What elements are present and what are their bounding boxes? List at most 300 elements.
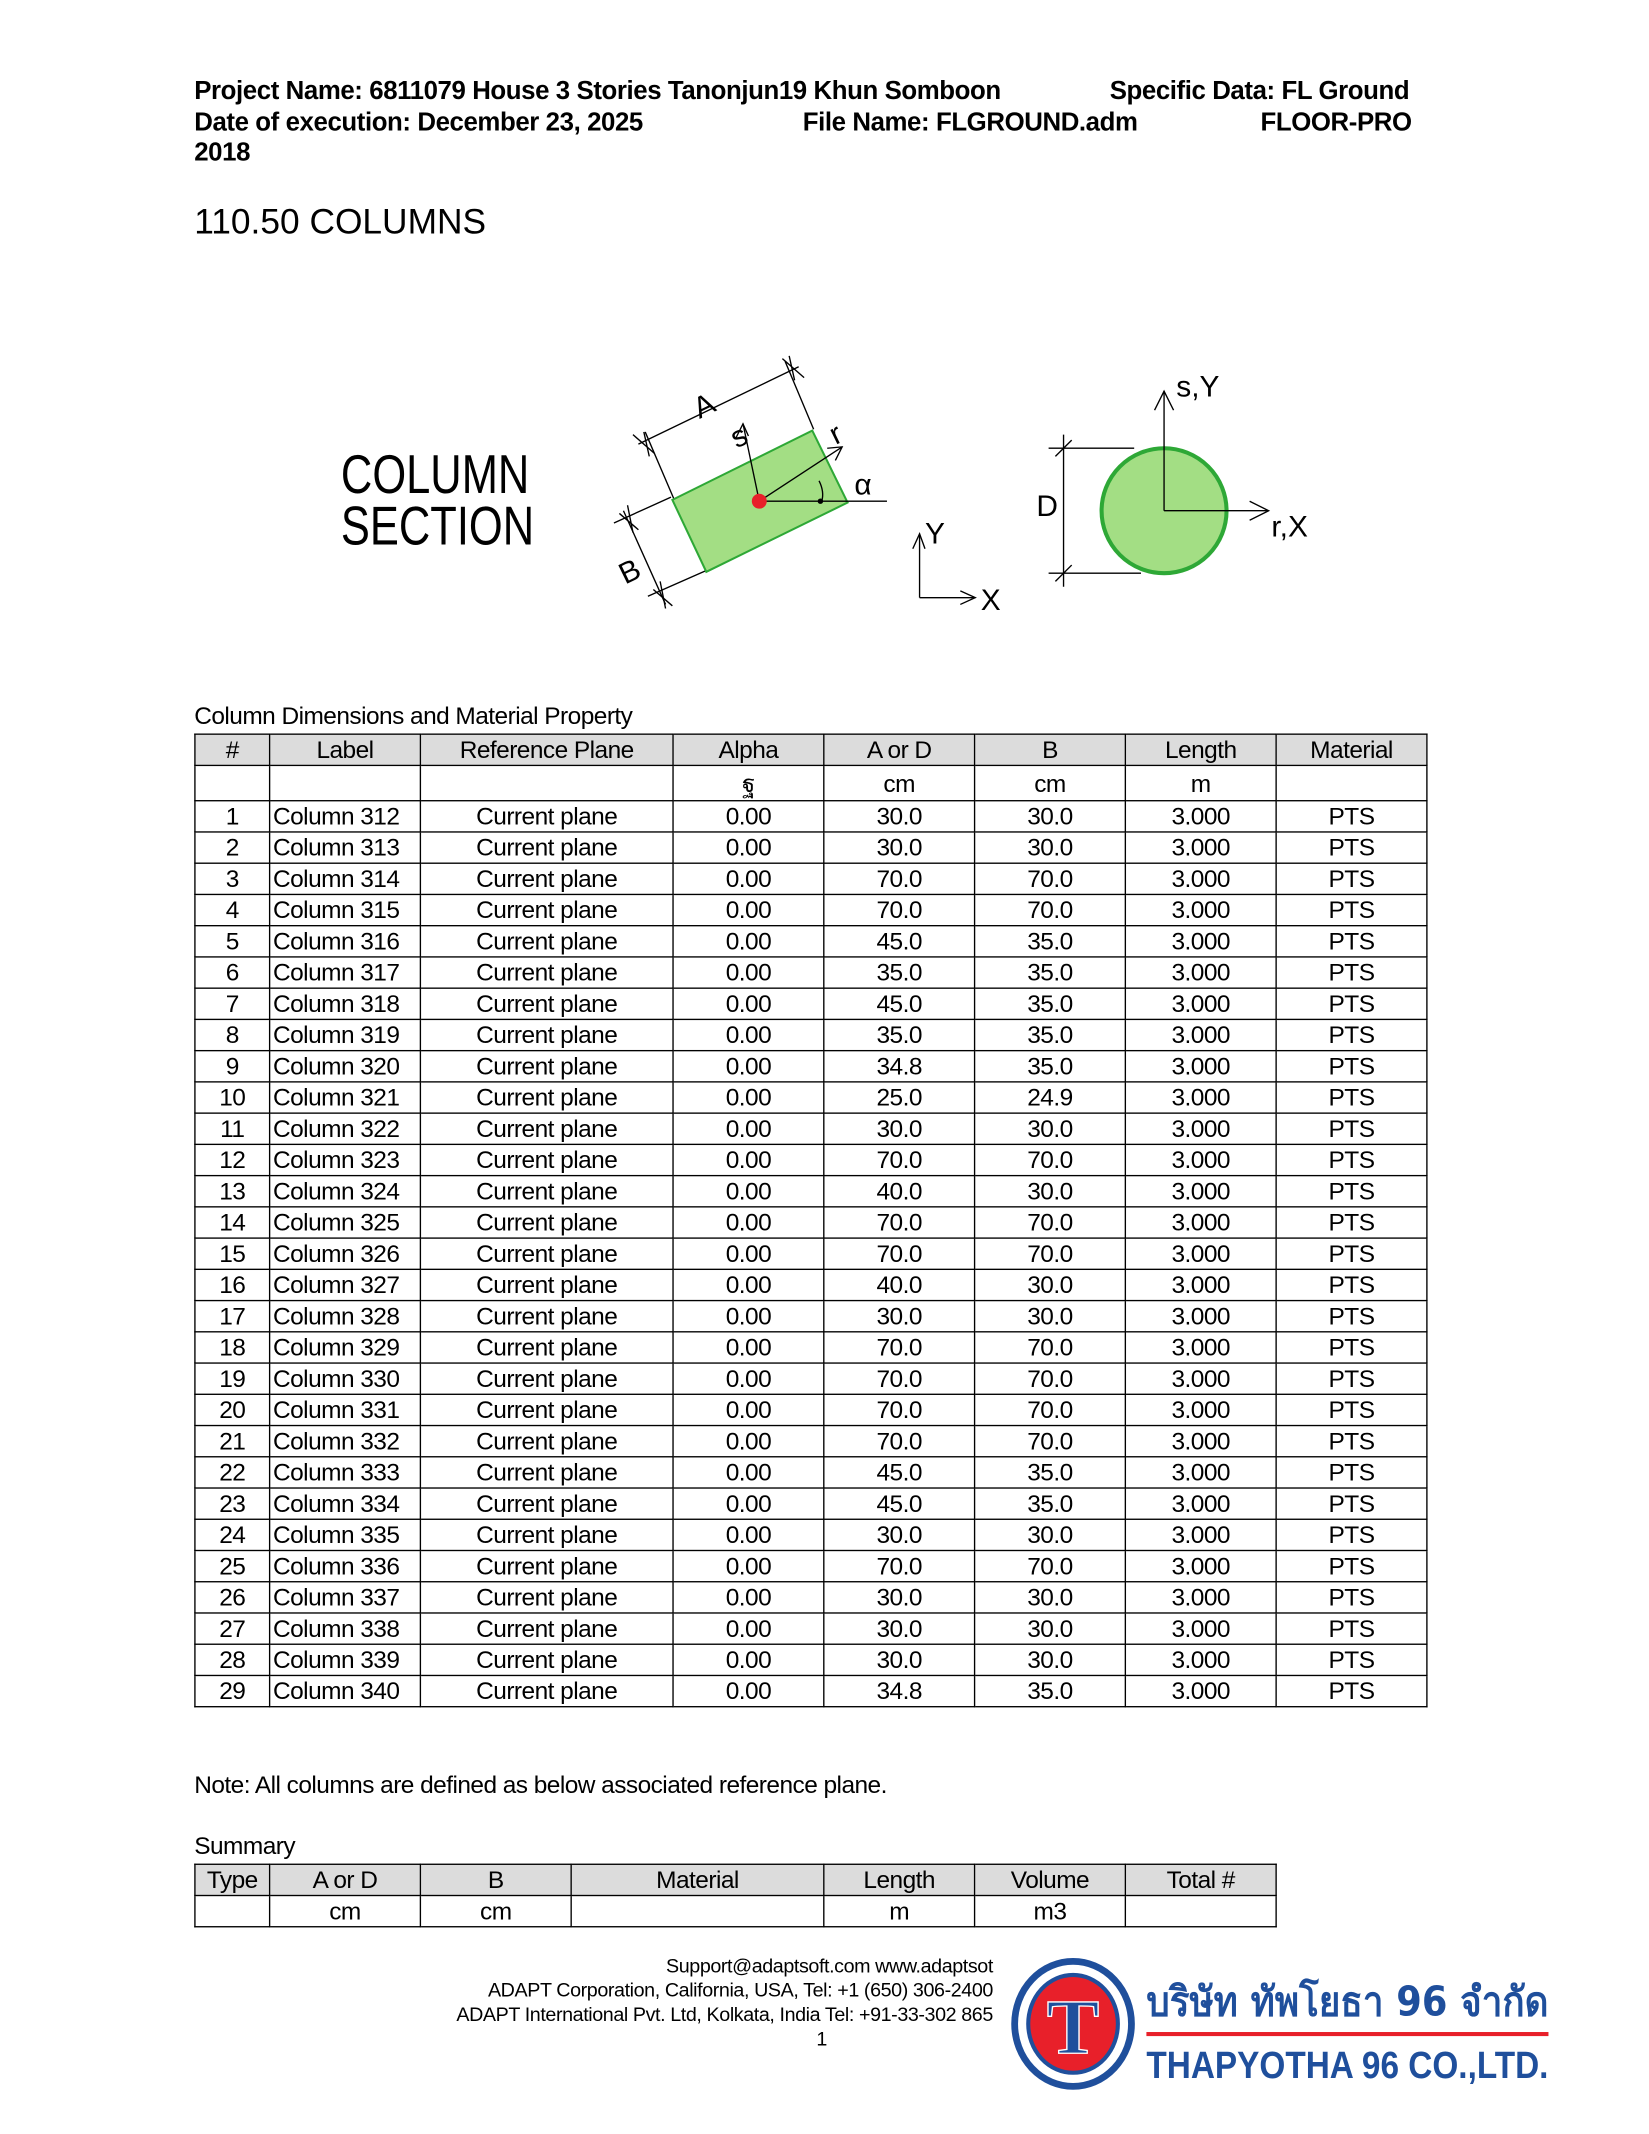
col-length-cell: 3.000 — [1125, 1332, 1276, 1363]
col-material-cell: PTS — [1276, 1394, 1427, 1425]
col-material-cell: PTS — [1276, 1550, 1427, 1581]
col-label-cell: Column 337 — [270, 1582, 421, 1613]
col-a-or-d-cell: 35.0 — [824, 957, 975, 988]
col-alpha-cell: 0.00 — [673, 832, 824, 863]
col-a-or-d-cell: 30.0 — [824, 1301, 975, 1332]
col-label-cell: Column 313 — [270, 832, 421, 863]
col-label-cell: Column 318 — [270, 988, 421, 1019]
col-a-or-d-cell: 30.0 — [824, 1582, 975, 1613]
file-name: File Name: FLGROUND.adm — [802, 108, 1138, 138]
execution-date: Date of execution: December 23, 2025 — [194, 108, 643, 138]
col-b-cell: 70.0 — [975, 894, 1126, 925]
col-reference-plane-cell: Current plane — [420, 1332, 673, 1363]
svg-text:T: T — [1046, 1984, 1100, 2072]
table-row — [195, 1144, 1427, 1175]
col-length-cell: 3.000 — [1125, 1269, 1276, 1300]
col-b-cell: 35.0 — [975, 1019, 1126, 1050]
col-a-or-d-cell: 70.0 — [824, 1207, 975, 1238]
col-alpha-cell: 0.00 — [673, 1051, 824, 1082]
col-reference-plane-cell: Current plane — [420, 1519, 673, 1550]
col-b-cell: 30.0 — [975, 1582, 1126, 1613]
col-label-cell: Column 340 — [270, 1675, 421, 1706]
col-material-cell: PTS — [1276, 957, 1427, 988]
table-row — [195, 988, 1427, 1019]
col-alpha-cell: 0.00 — [673, 1675, 824, 1706]
col-label-cell: Column 326 — [270, 1238, 421, 1269]
project-name: Project Name: 6811079 House 3 Stories Tanonjun19 Khun Somboon — [194, 77, 1001, 106]
col-b-cell: 30.0 — [975, 832, 1126, 863]
table-row — [195, 1082, 1427, 1113]
col-a-or-d-cell: 30.0 — [824, 832, 975, 863]
col-label-cell: Column 323 — [270, 1144, 421, 1175]
col-alpha-cell: 0.00 — [673, 1207, 824, 1238]
col-b-cell: 70.0 — [975, 863, 1126, 894]
col-a-or-d-cell: 70.0 — [824, 1426, 975, 1457]
col-label-cell: Column 325 — [270, 1207, 421, 1238]
col-alpha-cell: 0.00 — [673, 1519, 824, 1550]
col-b-cell: 30.0 — [975, 801, 1126, 832]
col-length-cell: 3.000 — [1125, 1301, 1276, 1332]
col-material-cell: PTS — [1276, 926, 1427, 957]
col-a-or-d-cell: 70.0 — [824, 1332, 975, 1363]
col-number-cell: 16 — [195, 1269, 270, 1300]
col-alpha-cell: 0.00 — [673, 894, 824, 925]
program-year: 2018 — [194, 138, 251, 168]
table-row — [195, 1207, 1427, 1238]
col-length-cell: 3.000 — [1125, 1613, 1276, 1644]
col-reference-plane-cell: Current plane — [420, 1051, 673, 1082]
col-reference-plane-cell: Current plane — [420, 1582, 673, 1613]
col-b-cell: 35.0 — [975, 1051, 1126, 1082]
col-material-cell: PTS — [1276, 1363, 1427, 1394]
col-number-cell: 11 — [195, 1113, 270, 1144]
col-label-cell: Column 334 — [270, 1488, 421, 1519]
table-row — [195, 1582, 1427, 1613]
col-material-cell: PTS — [1276, 1113, 1427, 1144]
col-length-cell: 3.000 — [1125, 894, 1276, 925]
table-row — [195, 1176, 1427, 1207]
col-reference-plane-cell: Current plane — [420, 894, 673, 925]
col-reference-plane-cell: Current plane — [420, 1144, 673, 1175]
col-number-cell: 10 — [195, 1082, 270, 1113]
col-number-cell: 1 — [195, 801, 270, 832]
label-s: s — [725, 418, 753, 455]
col-label-cell: Column 332 — [270, 1426, 421, 1457]
table-row — [195, 957, 1427, 988]
table-row — [195, 894, 1427, 925]
col-number-header: # — [195, 734, 270, 765]
col-label-cell: Column 331 — [270, 1394, 421, 1425]
label-b: B — [613, 552, 647, 592]
col-material-header: Material — [1276, 734, 1427, 765]
col-alpha-cell: 0.00 — [673, 1613, 824, 1644]
col-b-unit: cm — [975, 765, 1126, 800]
col-length-cell: 3.000 — [1125, 1082, 1276, 1113]
col-reference-plane-cell: Current plane — [420, 1394, 673, 1425]
footer-usa: ADAPT Corporation, California, USA, Tel: +1 (650) 306-2400 — [487, 1980, 993, 2003]
col-reference-plane-unit — [420, 765, 673, 800]
col-number-cell: 7 — [195, 988, 270, 1019]
col-material-cell: PTS — [1276, 1675, 1427, 1706]
col-alpha-cell: 0.00 — [673, 1019, 824, 1050]
col-alpha-cell: 0.00 — [673, 863, 824, 894]
col-alpha-unit: ฐ — [673, 765, 824, 800]
table-row — [195, 1113, 1427, 1144]
col-a-or-d-cell: 45.0 — [824, 926, 975, 957]
col-a-or-d-cell: 30.0 — [824, 1613, 975, 1644]
col-reference-plane-cell: Current plane — [420, 1644, 673, 1675]
table-row — [195, 1675, 1427, 1706]
col-label-cell: Column 327 — [270, 1269, 421, 1300]
col-number-cell: 2 — [195, 832, 270, 863]
col-number-cell: 18 — [195, 1332, 270, 1363]
label-a: A — [688, 386, 721, 426]
col-number-cell: 23 — [195, 1488, 270, 1519]
col-reference-plane-cell: Current plane — [420, 1363, 673, 1394]
col-number-unit — [195, 765, 270, 800]
col-b-header: B — [975, 734, 1126, 765]
table-row — [195, 801, 1427, 832]
col-number-cell: 12 — [195, 1144, 270, 1175]
col-a-or-d-cell: 40.0 — [824, 1176, 975, 1207]
col-length-cell: 3.000 — [1125, 1519, 1276, 1550]
col-label-cell: Column 328 — [270, 1301, 421, 1332]
col-reference-plane-cell: Current plane — [420, 1426, 673, 1457]
table-row — [195, 1332, 1427, 1363]
col-reference-plane-header: Reference Plane — [420, 734, 673, 765]
col-alpha-cell: 0.00 — [673, 801, 824, 832]
col-label-cell: Column 338 — [270, 1613, 421, 1644]
col-volume-unit: m3 — [975, 1896, 1126, 1927]
col-alpha-cell: 0.00 — [673, 1457, 824, 1488]
col-length-cell: 3.000 — [1125, 1488, 1276, 1519]
col-alpha-cell: 0.00 — [673, 1301, 824, 1332]
col-number-cell: 3 — [195, 863, 270, 894]
table-units-row — [195, 765, 1427, 800]
col-a-or-d-cell: 30.0 — [824, 1644, 975, 1675]
col-length-cell: 3.000 — [1125, 1207, 1276, 1238]
col-material-cell: PTS — [1276, 1644, 1427, 1675]
col-length-cell: 3.000 — [1125, 1582, 1276, 1613]
col-length-cell: 3.000 — [1125, 1550, 1276, 1581]
col-reference-plane-cell: Current plane — [420, 926, 673, 957]
col-b-cell: 70.0 — [975, 1144, 1126, 1175]
company-logo — [1005, 1956, 1575, 2105]
col-number-cell: 19 — [195, 1363, 270, 1394]
col-material-unit — [571, 1896, 824, 1927]
table-row — [195, 926, 1427, 957]
col-label-cell: Column 312 — [270, 801, 421, 832]
col-number-cell: 20 — [195, 1394, 270, 1425]
col-label-cell: Column 329 — [270, 1332, 421, 1363]
label-d: D — [1036, 490, 1058, 524]
col-label-unit — [270, 765, 421, 800]
col-material-header: Material — [571, 1864, 824, 1895]
col-a-or-d-cell: 40.0 — [824, 1269, 975, 1300]
col-alpha-cell: 0.00 — [673, 1426, 824, 1457]
col-a-or-d-cell: 25.0 — [824, 1082, 975, 1113]
col-b-cell: 70.0 — [975, 1394, 1126, 1425]
col-reference-plane-cell: Current plane — [420, 1613, 673, 1644]
col-reference-plane-cell: Current plane — [420, 1207, 673, 1238]
col-material-cell: PTS — [1276, 1301, 1427, 1332]
col-alpha-cell: 0.00 — [673, 1113, 824, 1144]
label-alpha: α — [854, 468, 872, 502]
col-alpha-cell: 0.00 — [673, 1550, 824, 1581]
col-a-or-d-cell: 70.0 — [824, 1550, 975, 1581]
col-alpha-cell: 0.00 — [673, 1488, 824, 1519]
col-length-cell: 3.000 — [1125, 926, 1276, 957]
col-reference-plane-cell: Current plane — [420, 801, 673, 832]
col-material-cell: PTS — [1276, 1082, 1427, 1113]
col-number-cell: 21 — [195, 1426, 270, 1457]
col-b-cell: 70.0 — [975, 1238, 1126, 1269]
col-b-unit: cm — [420, 1896, 571, 1927]
col-a-or-d-cell: 34.8 — [824, 1675, 975, 1706]
footer-contact: Support@adaptsoft.com www.adaptsot — [665, 1955, 993, 1978]
table-row — [195, 1238, 1427, 1269]
col-reference-plane-cell: Current plane — [420, 1176, 673, 1207]
col-number-cell: 28 — [195, 1644, 270, 1675]
col-reference-plane-cell: Current plane — [420, 988, 673, 1019]
program-name: FLOOR-PRO — [1260, 108, 1412, 138]
col-label-header: Label — [270, 734, 421, 765]
col-a-or-d-cell: 30.0 — [824, 1519, 975, 1550]
col-a-or-d-cell: 70.0 — [824, 1144, 975, 1175]
col-number-cell: 22 — [195, 1457, 270, 1488]
col-reference-plane-cell: Current plane — [420, 957, 673, 988]
col-label-cell: Column 317 — [270, 957, 421, 988]
col-material-cell: PTS — [1276, 1332, 1427, 1363]
col-number-cell: 15 — [195, 1238, 270, 1269]
col-length-header: Length — [1125, 734, 1276, 765]
summary-table — [194, 1864, 1277, 1928]
table-row — [195, 1550, 1427, 1581]
col-material-cell: PTS — [1276, 1238, 1427, 1269]
col-volume-header: Volume — [975, 1864, 1126, 1895]
label-x: X — [980, 583, 1001, 617]
col-alpha-cell: 0.00 — [673, 1363, 824, 1394]
table-row — [195, 1644, 1427, 1675]
col-a-or-d-cell: 30.0 — [824, 1113, 975, 1144]
col-length-cell: 3.000 — [1125, 1457, 1276, 1488]
col-number-cell: 13 — [195, 1176, 270, 1207]
col-number-cell: 6 — [195, 957, 270, 988]
col-material-cell: PTS — [1276, 1488, 1427, 1519]
table-row — [195, 1488, 1427, 1519]
col-length-unit: m — [1125, 765, 1276, 800]
col-a-or-d-cell: 70.0 — [824, 1363, 975, 1394]
col-b-cell: 30.0 — [975, 1301, 1126, 1332]
col-b-cell: 35.0 — [975, 926, 1126, 957]
table-row — [195, 1519, 1427, 1550]
col-label-cell: Column 320 — [270, 1051, 421, 1082]
col-alpha-cell: 0.00 — [673, 988, 824, 1019]
col-a-or-d-cell: 70.0 — [824, 894, 975, 925]
col-b-cell: 30.0 — [975, 1113, 1126, 1144]
col-material-cell: PTS — [1276, 1207, 1427, 1238]
col-length-cell: 3.000 — [1125, 1644, 1276, 1675]
col-b-cell: 35.0 — [975, 1675, 1126, 1706]
col-b-cell: 35.0 — [975, 1488, 1126, 1519]
col-b-cell: 30.0 — [975, 1176, 1126, 1207]
col-length-cell: 3.000 — [1125, 1144, 1276, 1175]
col-b-cell: 30.0 — [975, 1613, 1126, 1644]
col-type-header: Type — [195, 1864, 270, 1895]
table-row — [195, 832, 1427, 863]
col-type-unit — [195, 1896, 270, 1927]
col-material-cell: PTS — [1276, 1613, 1427, 1644]
col-a-or-d-cell: 70.0 — [824, 1394, 975, 1425]
col-label-cell: Column 330 — [270, 1363, 421, 1394]
col-material-cell: PTS — [1276, 1176, 1427, 1207]
col-a-or-d-cell: 35.0 — [824, 1019, 975, 1050]
col-material-cell: PTS — [1276, 1269, 1427, 1300]
col-reference-plane-cell: Current plane — [420, 1675, 673, 1706]
col-a-or-d-header: A or D — [270, 1864, 421, 1895]
col-b-cell: 70.0 — [975, 1332, 1126, 1363]
table-caption: Column Dimensions and Material Property — [194, 702, 633, 730]
col-label-cell: Column 314 — [270, 863, 421, 894]
col-b-cell: 35.0 — [975, 957, 1126, 988]
title-line-2: SECTION — [340, 497, 535, 557]
col-material-cell: PTS — [1276, 1457, 1427, 1488]
col-alpha-cell: 0.00 — [673, 1644, 824, 1675]
col-b-cell: 30.0 — [975, 1644, 1126, 1675]
col-number-cell: 9 — [195, 1051, 270, 1082]
col-label-cell: Column 316 — [270, 926, 421, 957]
col-reference-plane-cell: Current plane — [420, 863, 673, 894]
footer-india: ADAPT International Pvt. Ltd, Kolkata, India Tel: +91-33-302 865 — [456, 2004, 993, 2027]
col-material-cell: PTS — [1276, 894, 1427, 925]
col-b-cell: 35.0 — [975, 1457, 1126, 1488]
col-material-unit — [1276, 765, 1427, 800]
col-length-cell: 3.000 — [1125, 1051, 1276, 1082]
col-reference-plane-cell: Current plane — [420, 832, 673, 863]
col-alpha-cell: 0.00 — [673, 1332, 824, 1363]
col-number-cell: 27 — [195, 1613, 270, 1644]
col-label-cell: Column 339 — [270, 1644, 421, 1675]
col-alpha-cell: 0.00 — [673, 926, 824, 957]
col-material-cell: PTS — [1276, 863, 1427, 894]
col-alpha-cell: 0.00 — [673, 957, 824, 988]
col-label-cell: Column 321 — [270, 1082, 421, 1113]
col-length-cell: 3.000 — [1125, 988, 1276, 1019]
col-length-cell: 3.000 — [1125, 1238, 1276, 1269]
col-a-or-d-header: A or D — [824, 734, 975, 765]
table-header-row — [195, 734, 1427, 765]
col-alpha-cell: 0.00 — [673, 1144, 824, 1175]
col-total-header: Total # — [1125, 1864, 1276, 1895]
col-number-cell: 8 — [195, 1019, 270, 1050]
col-b-header: B — [420, 1864, 571, 1895]
centroid-dot — [752, 494, 767, 509]
summary-header-row — [195, 1864, 1276, 1895]
col-a-or-d-cell: 45.0 — [824, 1457, 975, 1488]
col-alpha-cell: 0.00 — [673, 1394, 824, 1425]
col-number-cell: 24 — [195, 1519, 270, 1550]
logo-thai-name: บริษัท ทัพโยธา 96 จำกัด — [1146, 1977, 1549, 2026]
col-reference-plane-cell: Current plane — [420, 1457, 673, 1488]
table-row — [195, 1301, 1427, 1332]
col-number-cell: 26 — [195, 1582, 270, 1613]
summary-caption: Summary — [194, 1832, 296, 1860]
col-b-cell: 70.0 — [975, 1363, 1126, 1394]
col-alpha-cell: 0.00 — [673, 1582, 824, 1613]
col-reference-plane-cell: Current plane — [420, 1550, 673, 1581]
col-b-cell: 24.9 — [975, 1082, 1126, 1113]
col-material-cell: PTS — [1276, 832, 1427, 863]
table-row — [195, 1613, 1427, 1644]
col-number-cell: 14 — [195, 1207, 270, 1238]
col-a-or-d-cell: 45.0 — [824, 1488, 975, 1519]
col-a-or-d-unit: cm — [824, 765, 975, 800]
col-length-cell: 3.000 — [1125, 1363, 1276, 1394]
col-reference-plane-cell: Current plane — [420, 1113, 673, 1144]
col-material-cell: PTS — [1276, 1051, 1427, 1082]
table-row — [195, 1269, 1427, 1300]
col-reference-plane-cell: Current plane — [420, 1488, 673, 1519]
col-label-cell: Column 324 — [270, 1176, 421, 1207]
col-material-cell: PTS — [1276, 988, 1427, 1019]
col-material-cell: PTS — [1276, 1144, 1427, 1175]
col-length-cell: 3.000 — [1125, 1394, 1276, 1425]
col-length-cell: 3.000 — [1125, 801, 1276, 832]
col-alpha-header: Alpha — [673, 734, 824, 765]
section-title: 110.50 COLUMNS — [194, 201, 487, 242]
summary-units-row — [195, 1896, 1276, 1927]
col-a-or-d-cell: 70.0 — [824, 1238, 975, 1269]
table-row — [195, 1426, 1427, 1457]
col-reference-plane-cell: Current plane — [420, 1238, 673, 1269]
col-a-or-d-cell: 34.8 — [824, 1051, 975, 1082]
note-text: Note: All columns are defined as below associated reference plane. — [194, 1771, 887, 1799]
col-length-cell: 3.000 — [1125, 1176, 1276, 1207]
page-number: 1 — [816, 2029, 828, 2052]
col-a-or-d-cell: 70.0 — [824, 863, 975, 894]
col-number-cell: 17 — [195, 1301, 270, 1332]
table-row — [195, 1019, 1427, 1050]
label-s-y: s,Y — [1176, 370, 1220, 404]
col-material-cell: PTS — [1276, 1019, 1427, 1050]
col-material-cell: PTS — [1276, 1426, 1427, 1457]
col-label-cell: Column 336 — [270, 1550, 421, 1581]
col-length-unit: m — [824, 1896, 975, 1927]
col-reference-plane-cell: Current plane — [420, 1082, 673, 1113]
col-b-cell: 30.0 — [975, 1269, 1126, 1300]
col-length-cell: 3.000 — [1125, 832, 1276, 863]
col-reference-plane-cell: Current plane — [420, 1019, 673, 1050]
column-section-diagram — [0, 0, 1649, 706]
col-reference-plane-cell: Current plane — [420, 1301, 673, 1332]
table-row — [195, 1394, 1427, 1425]
col-label-cell: Column 315 — [270, 894, 421, 925]
logo-english-name: THAPYOTHA 96 CO.,LTD. — [1146, 2045, 1549, 2088]
col-length-cell: 3.000 — [1125, 1113, 1276, 1144]
col-alpha-cell: 0.00 — [673, 1176, 824, 1207]
col-b-cell: 70.0 — [975, 1426, 1126, 1457]
col-reference-plane-cell: Current plane — [420, 1269, 673, 1300]
col-alpha-cell: 0.00 — [673, 1082, 824, 1113]
col-length-header: Length — [824, 1864, 975, 1895]
col-label-cell: Column 335 — [270, 1519, 421, 1550]
col-b-cell: 35.0 — [975, 988, 1126, 1019]
col-material-cell: PTS — [1276, 1519, 1427, 1550]
col-length-cell: 3.000 — [1125, 1426, 1276, 1457]
col-length-cell: 3.000 — [1125, 957, 1276, 988]
col-alpha-cell: 0.00 — [673, 1238, 824, 1269]
col-material-cell: PTS — [1276, 1582, 1427, 1613]
